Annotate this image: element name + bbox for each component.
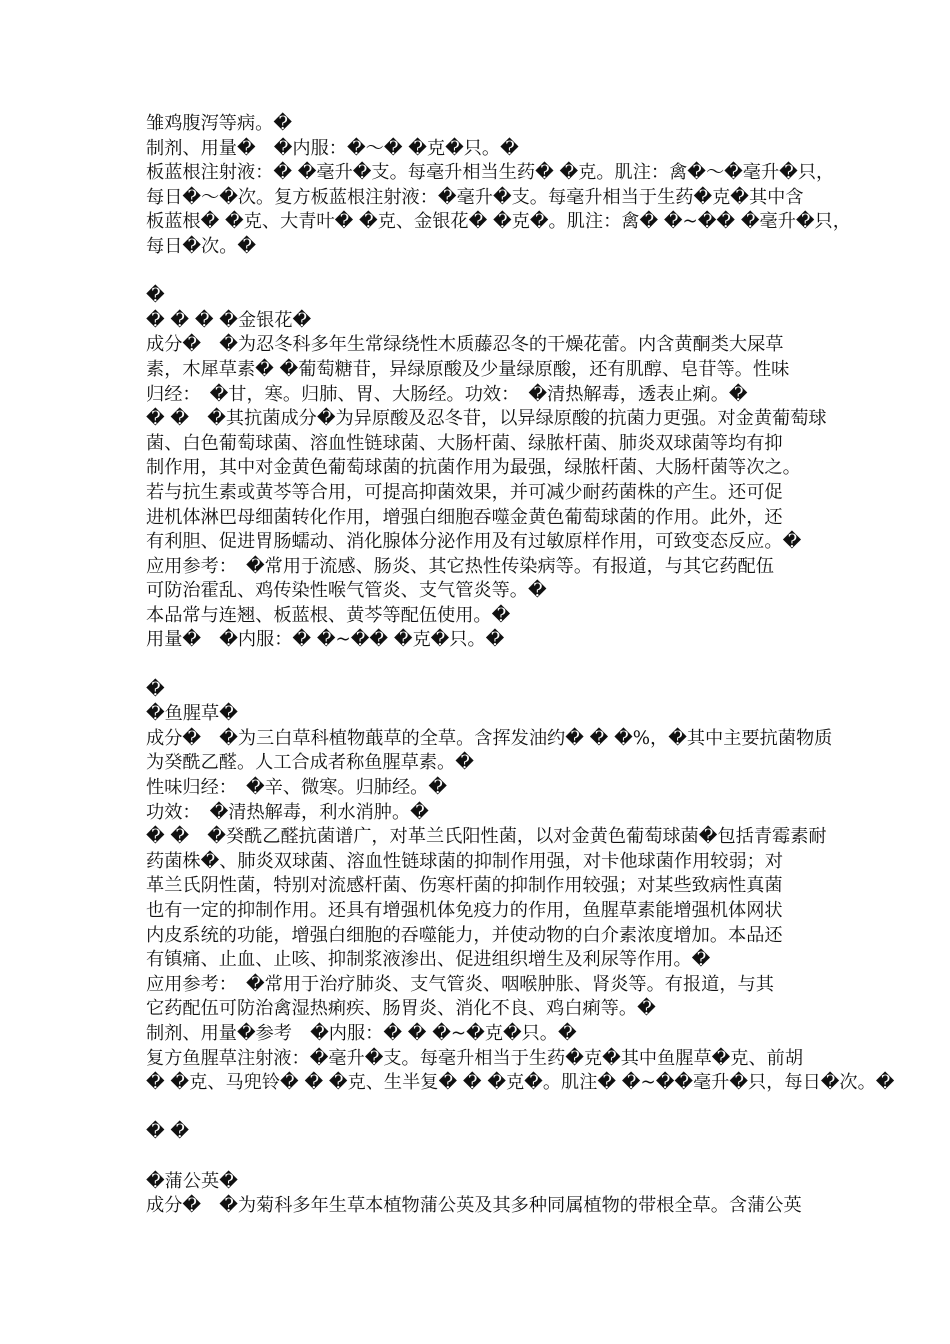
- spacer: [146, 1096, 818, 1121]
- text-line: 素，木犀草素� �葡萄糖苷，异绿原酸及少量绿原酸，还有肌醇、皂苷等。性味: [146, 358, 790, 380]
- text-line: 每日�次。�: [146, 235, 257, 257]
- text-line: 复方鱼腥草注射液：�毫升�支。每毫升相当于生药�克�其中鱼腥草�克、前胡: [146, 1047, 804, 1069]
- spacer: [146, 1145, 818, 1170]
- text-line: 板蓝根注射液：� �毫升�支。每毫升相当生药� �克。肌注：禽�～�毫升�只，: [146, 162, 835, 184]
- text-line: � �克、马兜铃� � �克、生半复� � �克�。肌注� �~��毫升�只，每日�次。�: [146, 1072, 895, 1094]
- text-line: 它药配伍可防治禽湿热痢疾、肠胃炎、消化不良、鸡白痢等。�: [146, 998, 656, 1020]
- text-line: 每日�～�次。复方板蓝根注射液：�毫升�支。每毫升相当于生药�克�其中含: [146, 186, 804, 208]
- separator-glyph: �: [146, 285, 165, 307]
- text-line: 可防治霍乱、鸡传染性喉气管炎、支气管炎等。�: [146, 580, 547, 602]
- text-line: 用量� �内服：� �~�� �克�只。�: [146, 629, 505, 651]
- text-line: 若与抗生素或黄芩等合用，可提高抑菌效果，并可减少耐药菌株的产生。还可促: [146, 481, 783, 503]
- text-line: 内皮系统的功能，增强白细胞的吞噬能力，并使动物的白介素浓度增加。本品还: [146, 924, 783, 946]
- text-line: 归经： �甘，寒。归肺、胃、大肠经。功效： �清热解毒，透表止痢。�: [146, 383, 748, 405]
- text-line: 应用参考： �常用于治疗肺炎、支气管炎、咽喉肿胀、肾炎等。有报道，与其: [146, 973, 774, 995]
- text-line: 也有一定的抑制作用。还具有增强机体免疫力的作用，鱼腥草素能增强机体网状: [146, 900, 783, 921]
- text-line: 成分� �为三白草科植物蕺草的全草。含挥发油约� � �%，�其中主要抗菌物质: [146, 727, 833, 749]
- text-line: 功效： �清热解毒，利水消肿。�: [146, 801, 429, 823]
- separator-glyph: �: [146, 678, 165, 700]
- text-line: 制剂、用量� �内服：�～� �克�只。�: [146, 137, 519, 159]
- section-title: � � � �金银花�: [146, 309, 312, 331]
- text-line: 本品常与连翘、板蓝根、黄芩等配伍使用。�: [146, 604, 511, 626]
- text-line: 性味归经： �辛、微寒。归肺经。�: [146, 777, 448, 799]
- separator-glyph: � �: [146, 1121, 190, 1143]
- section-yuxingcao: [146, 702, 895, 1096]
- text-line: 制作用，其中对金黄色葡萄球菌的抗菌作用为最强，绿脓杆菌、大肠杆菌等次之。: [146, 457, 801, 479]
- section-title: �鱼腥草�: [146, 703, 238, 725]
- text-line: 菌、白色葡萄球菌、溶血性链球菌、大肠杆菌、绿脓杆菌、肺炎双球菌等均有抑: [146, 432, 783, 454]
- text-line: � � �其抗菌成分�为异原酸及忍冬苷，以异绿原酸的抗菌力更强。对金黄葡萄球: [146, 408, 827, 430]
- section-title: �蒲公英�: [146, 1170, 238, 1192]
- section-banlangen-continued: [146, 112, 851, 260]
- text-line: 板蓝根� �克、大青叶� �克、金银花� �克�。肌注：禽� �~�� �毫升�只，: [146, 211, 851, 233]
- spacer: [146, 653, 818, 678]
- text-line: 制剂、用量�参考 �内服：� � �~�克�只。�: [146, 1022, 577, 1044]
- text-line: 雏鸡腹泻等病。�: [146, 113, 292, 134]
- text-line: 有镇痛、止血、止咳、抑制浆液渗出、促进组织增生及利尿等作用。�: [146, 949, 711, 971]
- section-jinyinhua: [146, 309, 827, 653]
- spacer: [146, 260, 818, 285]
- text-line: 药菌株�、肺炎双球菌、溶血性链球菌的抑制作用强，对卡他球菌作用较弱；对: [146, 850, 784, 872]
- text-line: 成分� �为菊科多年生草本植物蒲公英及其多种同属植物的带根全草。含蒲公英: [146, 1195, 802, 1217]
- section-pugongying: [146, 1170, 818, 1219]
- text-line: 有利胆、促进胃肠蠕动、消化腺体分泌作用及有过敏原样作用，可致变态反应。�: [146, 531, 802, 553]
- text-line: 成分� �为忍冬科多年生常绿绕性木质藤忍冬的干燥花蕾。内含黄酮类大屎草: [146, 334, 784, 356]
- text-line: 革兰氏阴性菌，特别对流感杆菌、伤寒杆菌的抑制作用较强；对某些致病性真菌: [146, 875, 783, 897]
- text-line: 为癸酰乙醛。人工合成者称鱼腥草素。�: [146, 752, 474, 774]
- text-line: 应用参考： �常用于流感、肠炎、其它热性传染病等。有报道，与其它药配伍: [146, 555, 774, 577]
- text-line: 进机体淋巴母细菌转化作用，增强白细胞吞噬金黄色葡萄球菌的作用。此外，还: [146, 506, 783, 528]
- text-line: � � �癸酰乙醛抗菌谱广，对革兰氏阳性菌，以对金黄色葡萄球菌�包括青霉素耐: [146, 826, 827, 848]
- document-page: [146, 112, 895, 1219]
